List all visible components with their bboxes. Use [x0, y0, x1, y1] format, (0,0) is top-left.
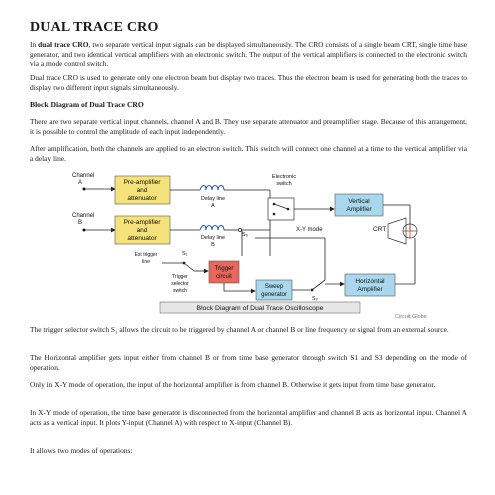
diagram-caption: Block Diagram of Dual Trace Oscilloscope	[196, 305, 324, 312]
svg-text:S₁: S₁	[182, 251, 188, 257]
svg-text:Delay lineB: Delay line B	[200, 235, 226, 248]
delay-line-a-coil	[200, 186, 224, 191]
channel-b-label: Channel B	[72, 213, 95, 226]
svg-text:HorizontalAmplifier: Horizontal Amplifier	[355, 278, 385, 293]
paragraph-usage: Dual trace CRO is used to generate only one electron beam but display two traces. Thus the electron beam is used for generating both the traces to display two different input signals simultaneously.	[30, 73, 467, 92]
intro-bold-term: dual trace CRO	[38, 40, 89, 49]
paragraph-modes: It allows two modes of operations:	[30, 446, 133, 455]
svg-text:Sweepgenerator: Sweep generator	[261, 284, 287, 298]
electronic-switch-label: Electronic switch	[271, 174, 297, 187]
page-title: DUAL TRACE CRO	[30, 20, 159, 35]
electronic-switch-box	[268, 198, 294, 220]
block-diagram	[70, 168, 432, 320]
xy-mode-label: X-Y mode	[296, 227, 323, 233]
paragraph-switch: After amplification, both the channels are applied to an electron switch. This switch will connect one channel at a time to the vertical amplifier via a delay line.	[30, 144, 467, 163]
intro-text-start: In	[30, 40, 39, 49]
intro-text-rest: , two separate vertical input signals can be displayed simultaneously. The CRO consists of a single beam CRT, single time base generator, and two identical vertical amplifiers with an electronic switch. The output of the vertical amplifiers is connected to the electronic switch via a mode control switch.	[30, 40, 467, 69]
delay-line-b-coil	[200, 226, 224, 231]
svg-text:Triggercircuit: Trigger circuit	[214, 266, 234, 280]
paragraph-channels: There are two separate vertical input channels, channel A and B. They use separate attenuator and preamplifier stage. Because of this arrangement, it is possible to control the amplitude of each input independently.	[30, 117, 467, 136]
svg-text:Pre-amplifierandattenuator: Pre-amplifier and attenuator	[123, 179, 161, 202]
paragraph-xy-only: Only in X-Y mode of operation, the input of the horizontal amplifier is from channel B. Otherwise it gets input from time base generator.	[30, 380, 436, 389]
ext-trigger-label: Ext trigger line	[134, 252, 158, 265]
paragraph-horizontal: The Horizontal amplifier gets input either from channel B or from time base generator through switch S1 and S3 depending on the mode of operation.	[30, 353, 467, 372]
paragraph-intro	[30, 40, 467, 69]
crt-label: CRT	[373, 226, 387, 233]
svg-text:Pre-amplifierandattenuator: Pre-amplifier and attenuator	[123, 219, 161, 242]
diagram-credit: Circuit Globe	[395, 314, 427, 320]
svg-text:Delay lineA: Delay line A	[200, 196, 226, 209]
channel-a-label: Channel A	[72, 173, 95, 186]
paragraph-trigger: The trigger selector switch S₁ allows the circuit to be triggered by channel A or channel B or line frequency or signal from an external source.	[30, 325, 449, 334]
section-heading: Block Diagram of Dual Trace CRO	[30, 100, 144, 109]
svg-text:S₀: S₀	[242, 232, 248, 238]
trigger-selector-label: Trigger selector switch	[171, 274, 189, 294]
svg-text:VerticalAmplifier: Vertical Amplifier	[346, 198, 372, 213]
svg-text:S₂: S₂	[312, 296, 318, 302]
paragraph-xy-mode: In X-Y mode of operation, the time base generator is disconnected from the horizontal amplifier and channel B acts as horizontal input. Channel A acts as a vertical input. It plots Y-input (Channel A) with respect to X-input (Channel B).	[30, 408, 467, 427]
